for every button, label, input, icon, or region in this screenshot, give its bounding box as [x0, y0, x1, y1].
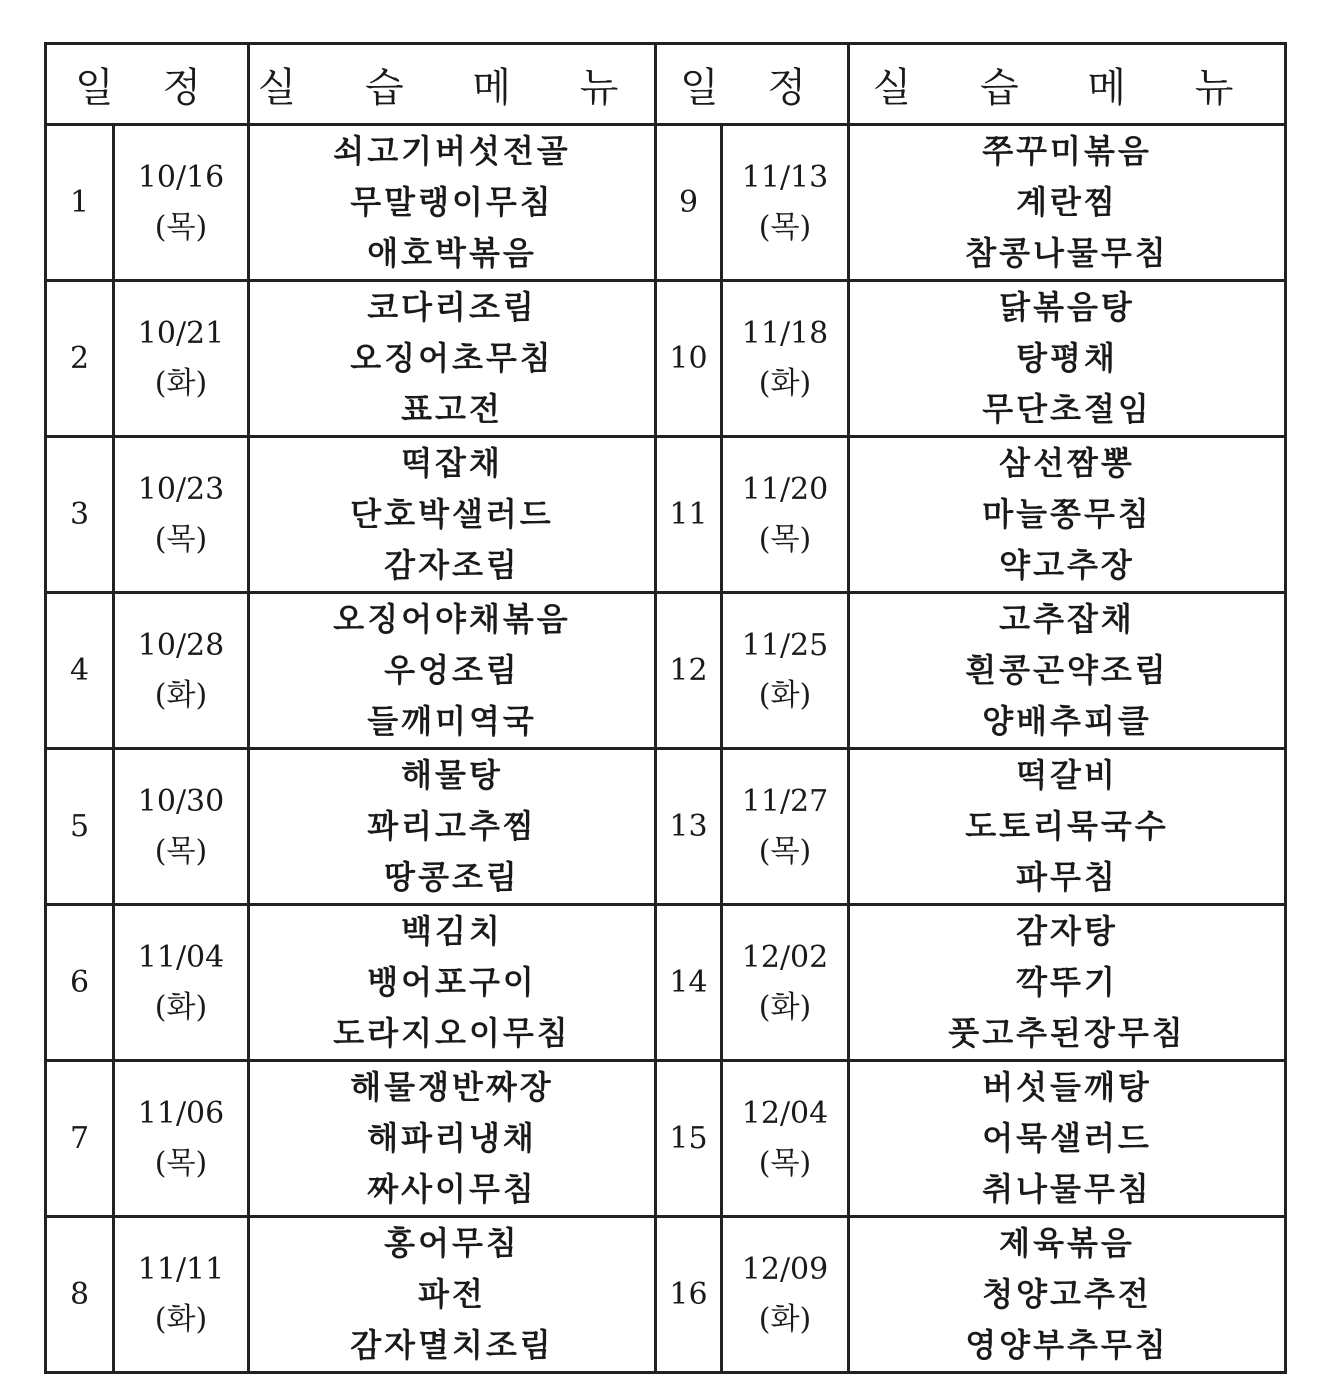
- menu-item: 흰콩곤약조림: [965, 651, 1169, 689]
- session-date-cell: [722, 905, 849, 1061]
- session-date-cell: [114, 125, 249, 281]
- menu-cell: [249, 593, 656, 749]
- session-weekday: (화): [154, 989, 208, 1025]
- menu-cell: [249, 281, 656, 437]
- session-number: 11: [656, 437, 722, 593]
- menu-cell: [849, 1061, 1286, 1217]
- session-weekday: (화): [758, 1301, 812, 1337]
- session-date-cell: [114, 281, 249, 437]
- menu-cell: [249, 1061, 656, 1217]
- menu-item: 탕평채: [1016, 339, 1118, 377]
- session-number: 16: [656, 1217, 722, 1373]
- session-number: 10: [656, 281, 722, 437]
- session-weekday: (목): [758, 521, 812, 557]
- session-date-cell: [114, 437, 249, 593]
- session-number: 5: [46, 749, 114, 905]
- menu-item: 우엉조림: [384, 651, 520, 689]
- menu-item: 계란찜: [1016, 183, 1118, 221]
- session-date-cell: [114, 905, 249, 1061]
- session-number: 9: [656, 125, 722, 281]
- session-date: 10/21: [137, 315, 225, 351]
- session-weekday: (화): [154, 1301, 208, 1337]
- menu-item: 고추잡채: [999, 600, 1135, 638]
- session-number: 2: [46, 281, 114, 437]
- menu-item: 영양부추무침: [965, 1326, 1169, 1364]
- table-row: [46, 905, 1286, 1061]
- schedule-body: [46, 125, 1286, 1373]
- session-weekday: (목): [154, 521, 208, 557]
- menu-item: 땅콩조림: [384, 858, 520, 896]
- table-row: [46, 125, 1286, 281]
- menu-cell: [849, 281, 1286, 437]
- session-date: 11/27: [741, 783, 829, 819]
- cooking-class-schedule-table: [44, 42, 1287, 1374]
- menu-cell: [849, 593, 1286, 749]
- session-weekday: (목): [154, 833, 208, 869]
- session-weekday: (화): [758, 365, 812, 401]
- menu-item: 오징어야채볶음: [333, 600, 571, 638]
- menu-item: 떡잡채: [401, 444, 503, 482]
- menu-item: 삼선짬뽕: [999, 444, 1135, 482]
- menu-item: 양배추피클: [982, 702, 1152, 740]
- session-date: 12/02: [741, 939, 829, 975]
- menu-item: 버섯들깨탕: [982, 1068, 1152, 1106]
- menu-item: 감자멸치조림: [350, 1326, 554, 1364]
- session-date-cell: [722, 1217, 849, 1373]
- session-date: 11/25: [741, 627, 829, 663]
- menu-item: 떡갈비: [1016, 756, 1118, 794]
- session-weekday: (목): [758, 209, 812, 245]
- table-row: [46, 749, 1286, 905]
- menu-item: 깍뚜기: [1016, 963, 1118, 1001]
- header-schedule-left: 일 정: [46, 44, 249, 125]
- session-date: 11/20: [741, 471, 829, 507]
- session-number: 13: [656, 749, 722, 905]
- header-schedule-right: 일 정: [656, 44, 849, 125]
- menu-cell: [849, 125, 1286, 281]
- menu-cell: [249, 749, 656, 905]
- session-date-cell: [722, 125, 849, 281]
- session-weekday: (화): [758, 677, 812, 713]
- table-row: [46, 281, 1286, 437]
- session-date: 10/23: [137, 471, 225, 507]
- menu-item: 홍어무침: [384, 1224, 520, 1262]
- menu-item: 약고추장: [999, 546, 1135, 584]
- session-date: 10/28: [137, 627, 225, 663]
- menu-item: 도토리묵국수: [965, 807, 1169, 845]
- menu-item: 감자탕: [1016, 912, 1118, 950]
- menu-cell: [249, 125, 656, 281]
- session-date-cell: [722, 437, 849, 593]
- menu-item: 해물탕: [401, 756, 503, 794]
- table-row: [46, 437, 1286, 593]
- session-date-cell: [114, 749, 249, 905]
- session-number: 14: [656, 905, 722, 1061]
- menu-item: 짜사이무침: [367, 1170, 537, 1208]
- menu-item: 백김치: [401, 912, 503, 950]
- cropped-top-text: [0, 0, 1332, 6]
- menu-item: 도라지오이무침: [333, 1014, 571, 1052]
- menu-item: 파전: [418, 1275, 486, 1313]
- session-date: 10/30: [137, 783, 225, 819]
- session-number: 12: [656, 593, 722, 749]
- session-number: 7: [46, 1061, 114, 1217]
- session-date: 12/04: [741, 1095, 829, 1131]
- menu-item: 감자조림: [384, 546, 520, 584]
- session-number: 3: [46, 437, 114, 593]
- menu-item: 마늘쫑무침: [982, 495, 1152, 533]
- menu-item: 애호박볶음: [367, 234, 537, 272]
- session-date-cell: [722, 1061, 849, 1217]
- session-number: 15: [656, 1061, 722, 1217]
- session-date-cell: [114, 1217, 249, 1373]
- session-date: 12/09: [741, 1251, 829, 1287]
- menu-cell: [249, 437, 656, 593]
- session-date-cell: [114, 593, 249, 749]
- menu-item: 오징어초무침: [350, 339, 554, 377]
- menu-item: 쇠고기버섯전골: [333, 132, 571, 170]
- menu-cell: [249, 905, 656, 1061]
- menu-item: 참콩나물무침: [965, 234, 1169, 272]
- menu-cell: [849, 437, 1286, 593]
- session-date: 11/06: [137, 1095, 225, 1131]
- header-menu-left: 실 습 메 뉴: [249, 44, 656, 125]
- menu-cell: [849, 1217, 1286, 1373]
- menu-item: 닭볶음탕: [999, 288, 1135, 326]
- session-date: 11/13: [741, 159, 829, 195]
- header-menu-right: 실 습 메 뉴: [849, 44, 1286, 125]
- menu-item: 무말랭이무침: [350, 183, 554, 221]
- menu-item: 코다리조림: [367, 288, 537, 326]
- session-weekday: (목): [758, 833, 812, 869]
- session-date-cell: [722, 593, 849, 749]
- session-date-cell: [114, 1061, 249, 1217]
- menu-item: 청양고추전: [982, 1275, 1152, 1313]
- table-row: [46, 1061, 1286, 1217]
- session-date: 10/16: [137, 159, 225, 195]
- menu-item: 단호박샐러드: [350, 495, 554, 533]
- session-date-cell: [722, 749, 849, 905]
- table-row: [46, 593, 1286, 749]
- session-weekday: (목): [154, 209, 208, 245]
- session-date: 11/18: [741, 315, 829, 351]
- session-number: 4: [46, 593, 114, 749]
- menu-cell: [249, 1217, 656, 1373]
- menu-item: 무단초절임: [982, 390, 1152, 428]
- menu-cell: [849, 905, 1286, 1061]
- session-date-cell: [722, 281, 849, 437]
- session-weekday: (화): [758, 989, 812, 1025]
- menu-item: 풋고추된장무침: [948, 1014, 1186, 1052]
- session-date: 11/11: [137, 1251, 225, 1287]
- session-weekday: (화): [154, 677, 208, 713]
- session-number: 1: [46, 125, 114, 281]
- session-number: 8: [46, 1217, 114, 1373]
- menu-item: 들깨미역국: [367, 702, 537, 740]
- menu-item: 뱅어포구이: [367, 963, 537, 1001]
- menu-item: 표고전: [401, 390, 503, 428]
- menu-item: 해파리냉채: [367, 1119, 537, 1157]
- session-weekday: (목): [154, 1145, 208, 1181]
- session-date: 11/04: [137, 939, 225, 975]
- menu-item: 제육볶음: [999, 1224, 1135, 1262]
- menu-item: 어묵샐러드: [982, 1119, 1152, 1157]
- menu-item: 파무침: [1016, 858, 1118, 896]
- session-number: 6: [46, 905, 114, 1061]
- header-row: [46, 44, 1286, 125]
- session-weekday: (화): [154, 365, 208, 401]
- table-row: [46, 1217, 1286, 1373]
- session-weekday: (목): [758, 1145, 812, 1181]
- menu-item: 꽈리고추찜: [367, 807, 537, 845]
- menu-item: 해물쟁반짜장: [350, 1068, 554, 1106]
- menu-item: 취나물무침: [982, 1170, 1152, 1208]
- menu-cell: [849, 749, 1286, 905]
- menu-item: 쭈꾸미볶음: [982, 132, 1152, 170]
